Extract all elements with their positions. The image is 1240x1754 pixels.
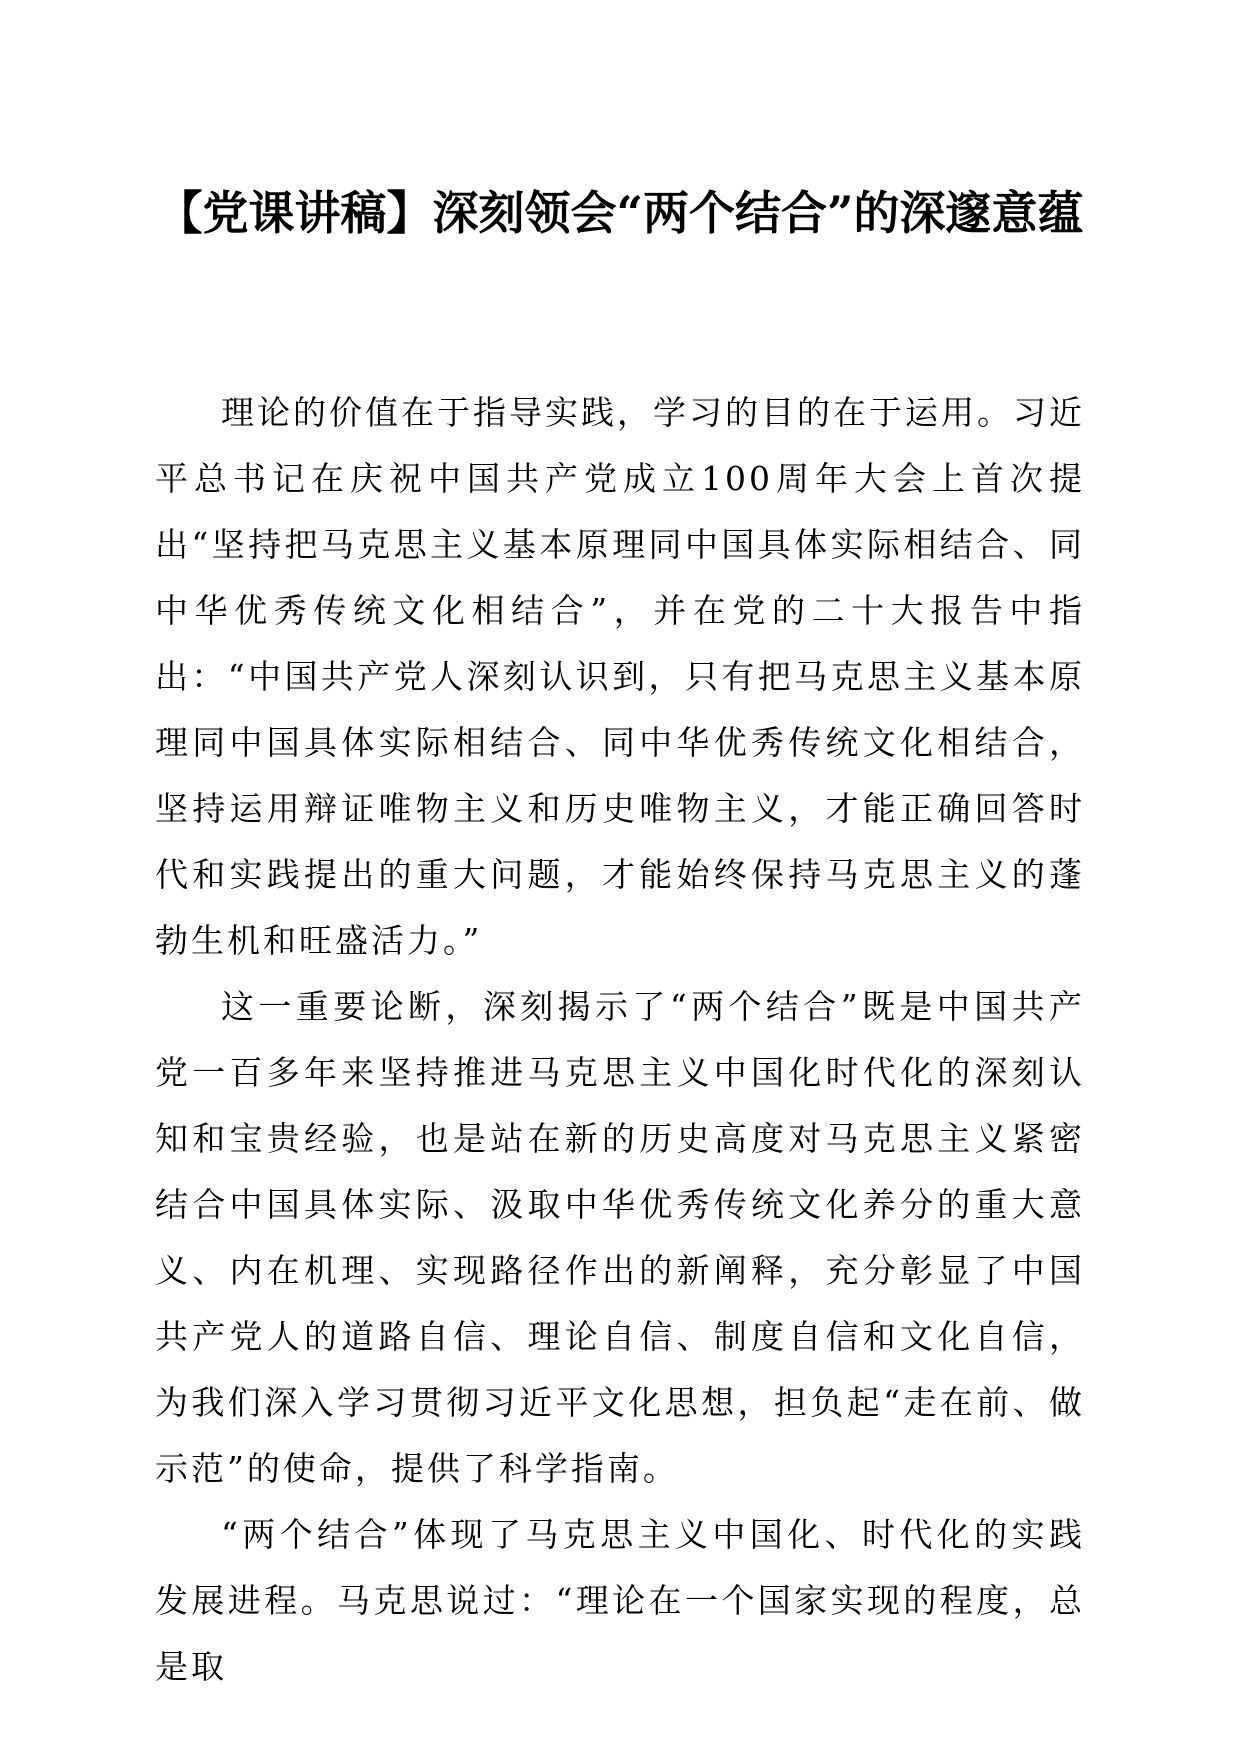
paragraph-2: 这一重要论断，深刻揭示了“两个结合”既是中国共产党一百多年来坚持推进马克思主义中国化时代化的深刻认知和宝贵经验，也是站在新的历史高度对马克思主义紧密结合中国具体实际、汲取中华优秀传统文化养分的重大意义、内在机理、实现路径作出的新阐释，充分彰显了中国共产党人的道路自信、理论自信、制度自信和文化自信，为我们深入学习贯彻习近平文化思想，担负起“走在前、做示范”的使命，提供了科学指南。 [155,987,1085,1488]
document-title: 【党课讲稿】深刻领会“两个结合”的深邃意蕴 [156,186,1084,240]
document-body [155,380,1085,1700]
paragraph-1: 理论的价值在于指导实践，学习的目的在于运用。习近平总书记在庆祝中国共产党成立100周年大会上首次提出“坚持把马克思主义基本原理同中国具体实际相结合、同中华优秀传统文化相结合”，并在党的二十大报告中指出：“中国共产党人深刻认识到，只有把马克思主义基本原理同中国具体实际相结合、同中华优秀传统文化相结合，坚持运用辩证唯物主义和历史唯物主义，才能正确回答时代和实践提出的重大问题，才能始终保持马克思主义的蓬勃生机和旺盛活力。” [155,393,1085,960]
paragraph-3: “两个结合”体现了马克思主义中国化、时代化的实践发展进程。马克思说过：“理论在一个国家实现的程度，总是取 [155,1515,1085,1686]
